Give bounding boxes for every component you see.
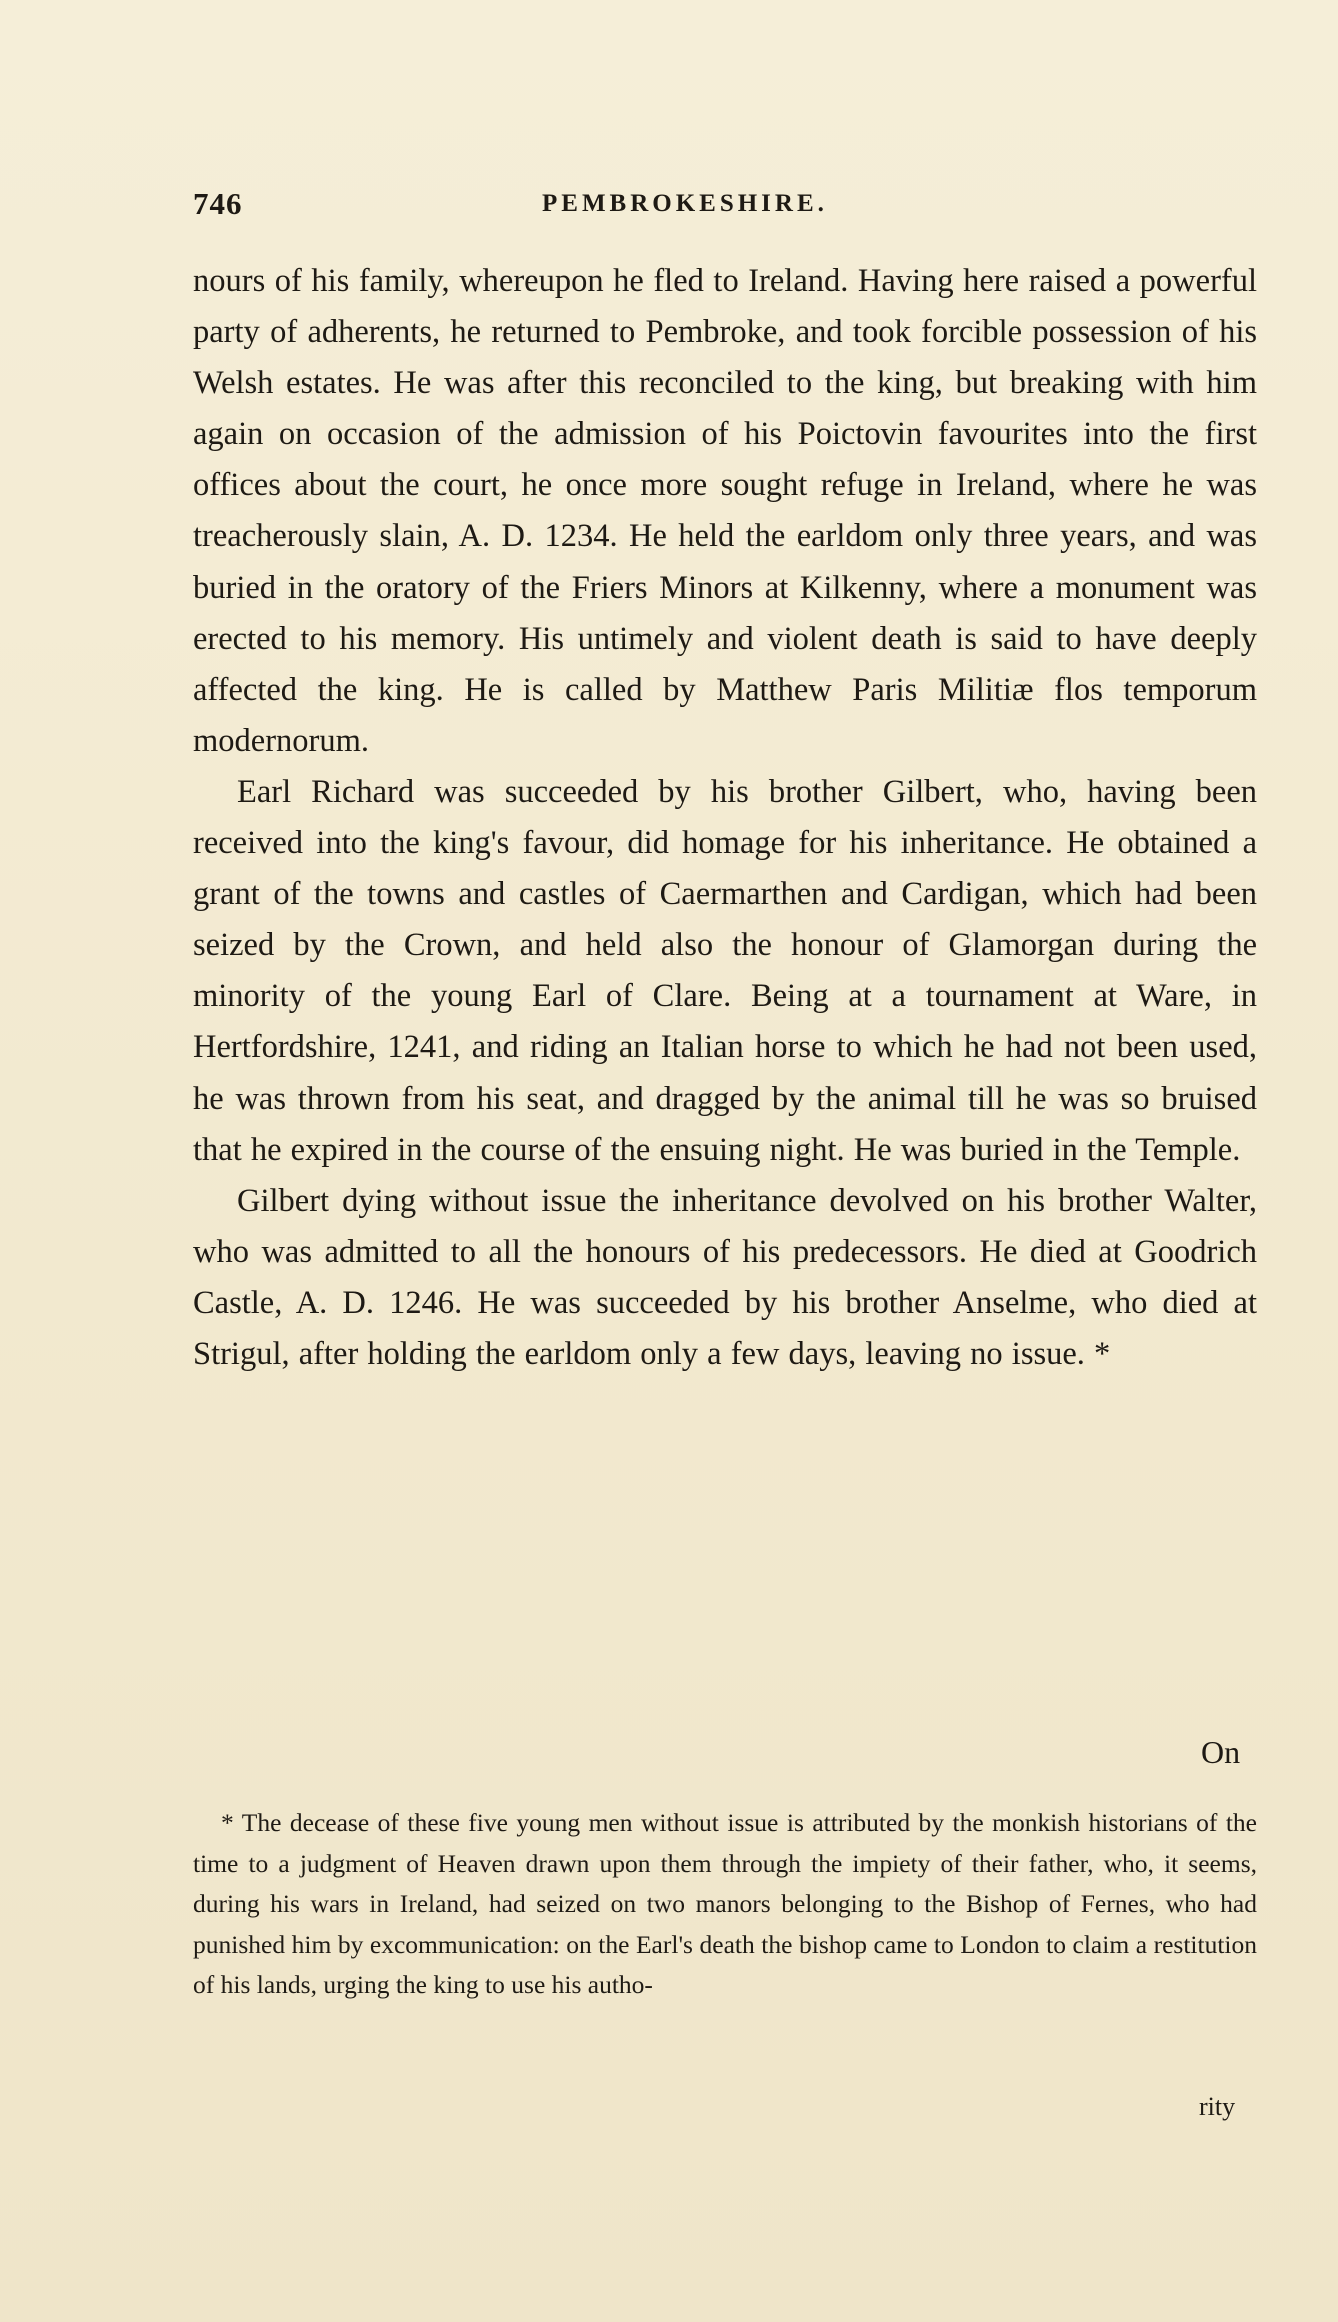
footnote-text: * The decease of these five young men without issue is attributed by the monkish historians of the time to a judgment of Heaven drawn upon them through the impiety of their father, who, it seems, during his wars in Ireland, had seized on two manors belonging to the Bishop of Fernes, who had punished him by excommunication: on the Earl's death the bishop came to London to claim a restitution of his lands, urging the king to use his autho- (193, 1808, 1257, 1999)
paragraph-walter: Gilbert dying without issue the inheritance devolved on his brother Walter, who was admitted to all the honours of his predecessors. He died at Goodrich Castle, A. D. 1246. He was succeeded by his brother Anselme, who died at Strigul, after holding the earldom only a few days, leaving no issue. * (193, 1182, 1257, 1372)
page-number: 746 (193, 186, 243, 221)
paragraph-gilbert: Earl Richard was succeeded by his brother Gilbert, who, having been received into the king's favour, did homage for his inheritance. He obtained a grant of the towns and castles of Caermarthen and Cardigan, which had been seized by the Crown, and held also the honour of Glamorgan during the minority of the young Earl of Clare. Being at a tournament at Ware, in Hertfordshire, 1241, and riding an Italian horse to which he had not been used, he was thrown from his seat, and dragged by the animal till he was so bruised that he expired in the course of the ensuing night. He was buried in the Temple. (193, 773, 1257, 1168)
paragraph-continued: nours of his family, whereupon he fled to Ireland. Having here raised a powerful party of adherents, he returned to Pembroke, and took forcible possession of his Welsh estates. He was after this reconciled to the king, but breaking with him again on occasion of the admission of his Poictovin favourites into the first offices about the court, he once more sought refuge in Ireland, where he was treacherously slain, A. D. 1234. He held the earldom only three years, and was buried in the oratory of the Friers Minors at Kilkenny, where a monument was erected to his memory. His untimely and violent death is said to have deeply affected the king. He is called by Matthew Paris Militiæ flos temporum modernorum. (193, 263, 1257, 759)
page-header (193, 186, 1251, 234)
footnote (193, 1803, 1257, 2006)
main-text (193, 256, 1257, 1380)
running-head: PEMBROKESHIRE. (542, 190, 828, 217)
catchword: On (1201, 1734, 1241, 1770)
footnote-catchword: rity (1199, 2092, 1236, 2121)
